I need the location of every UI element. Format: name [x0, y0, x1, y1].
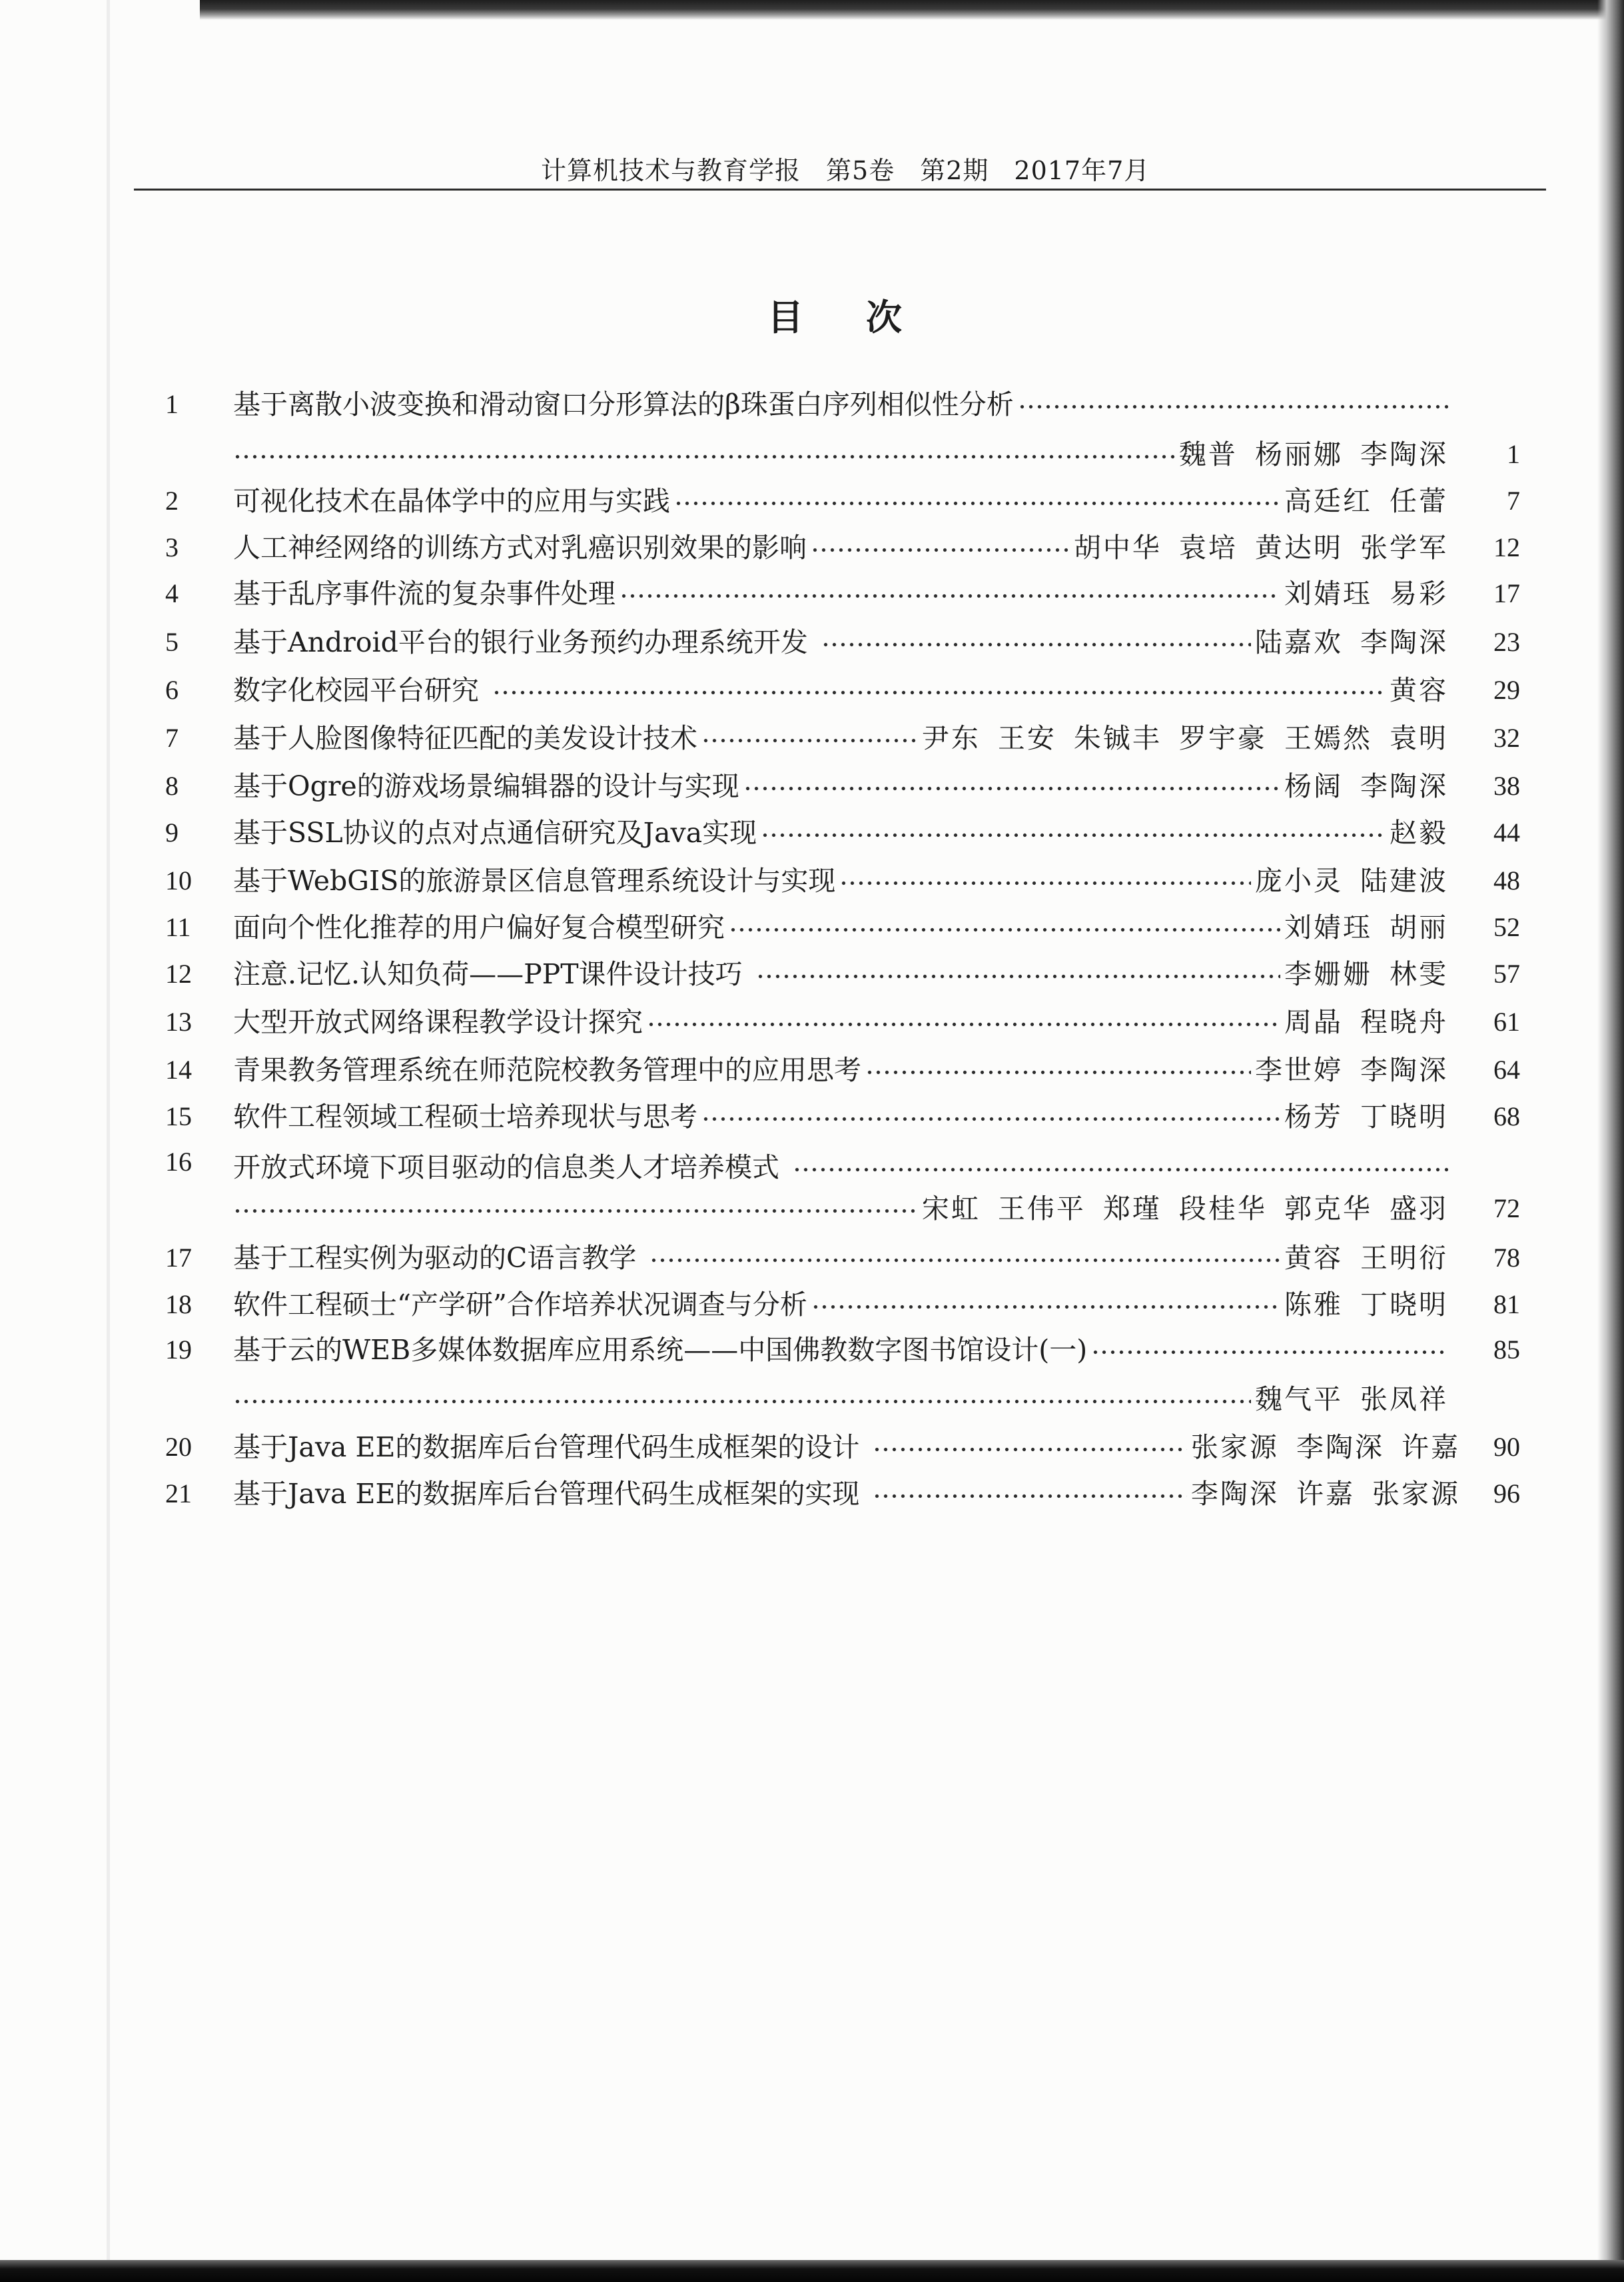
entry-body — [233, 816, 1448, 850]
entry-title: 大型开放式网络课程教学设计探究 — [233, 1006, 643, 1038]
entry-number: 4 — [165, 578, 179, 608]
entry-page: 38 — [1493, 771, 1520, 801]
entry-authors: 赵毅 — [1390, 817, 1448, 849]
entry-body — [233, 1241, 1448, 1275]
entry-body — [233, 1333, 1448, 1367]
entry-number: 1 — [165, 389, 179, 419]
entry-body — [233, 1005, 1448, 1039]
toc-entry-2 — [0, 484, 1624, 518]
publish-date: 2017年7月 — [1014, 156, 1150, 185]
toc-entry-21 — [0, 1476, 1624, 1511]
leader-dots — [233, 437, 1175, 472]
entry-number: 10 — [165, 865, 192, 895]
entry-authors: 黄容 王明衍 — [1284, 1242, 1448, 1274]
toc-entry-9 — [0, 816, 1624, 850]
entry-page: 52 — [1493, 912, 1520, 942]
leader-dots — [811, 530, 1070, 565]
entry-number: 18 — [165, 1289, 192, 1319]
entry-authors: 李姗姗 林雯 — [1284, 958, 1448, 990]
leader-dots — [729, 910, 1280, 945]
leader-dots — [821, 625, 1251, 660]
leader-dots — [233, 1382, 1251, 1417]
volume: 第5卷 — [826, 156, 895, 185]
entry-authors: 胡中华 袁培 黄达明 张学军 — [1073, 532, 1448, 564]
entry-body — [233, 863, 1448, 898]
leader-dots — [839, 863, 1251, 898]
entry-body — [233, 625, 1448, 660]
entry-title: 数字化校园平台研究 — [233, 674, 479, 706]
leader-dots — [756, 957, 1280, 991]
leader-dots — [873, 1430, 1187, 1464]
entry-number: 15 — [165, 1101, 192, 1131]
toc-entry-13 — [0, 1005, 1624, 1039]
entry-title: 基于云的WEB多媒体数据库应用系统——中国佛教数字图书馆设计(一) — [233, 1334, 1088, 1366]
entry-page: 90 — [1493, 1432, 1520, 1462]
entry-title: 基于SSL协议的点对点通信研究及Java实现 — [233, 817, 757, 849]
entry-title: 基于Android平台的银行业务预约办理系统开发 — [233, 626, 808, 658]
entry-body — [233, 769, 1448, 804]
toc-entry-17 — [0, 1241, 1624, 1275]
toc-line — [0, 1147, 1624, 1185]
entry-authors: 李世婷 李陶深 — [1254, 1054, 1448, 1086]
leader-dots — [701, 1099, 1280, 1134]
toc-line-continued — [0, 1382, 1624, 1417]
leader-dots — [743, 769, 1280, 804]
entry-authors: 刘婧珏 胡丽 — [1284, 911, 1448, 943]
entry-body — [233, 387, 1448, 422]
entry-title: 面向个性化推荐的用户偏好复合模型研究 — [233, 911, 725, 943]
entry-title: 人工神经网络的训练方式对乳癌识别效果的影响 — [233, 532, 807, 564]
entry-title: 开放式环境下项目驱动的信息类人才培养模式 — [233, 1151, 779, 1183]
entry-authors: 黄容 — [1390, 674, 1448, 706]
entry-title: 青果教务管理系统在师范院校教务管理中的应用思考 — [233, 1054, 861, 1086]
entry-authors: 陈雅 丁晓明 — [1284, 1289, 1448, 1321]
toc-entry-11 — [0, 910, 1624, 945]
leader-dots — [761, 816, 1386, 850]
entry-body — [233, 437, 1448, 472]
entry-authors: 魏普 杨丽娜 李陶深 — [1178, 438, 1448, 470]
entry-body — [233, 484, 1448, 518]
entry-body — [233, 576, 1448, 611]
toc-entry-5 — [0, 625, 1624, 660]
running-header — [541, 155, 1150, 187]
leader-dots — [649, 1241, 1280, 1275]
entry-page: 78 — [1493, 1243, 1520, 1273]
entry-number: 7 — [165, 723, 179, 753]
leader-dots — [811, 1287, 1280, 1322]
entry-body — [233, 1382, 1448, 1417]
entry-number: 17 — [165, 1243, 192, 1273]
leader-dots — [647, 1005, 1280, 1039]
leader-dots — [873, 1476, 1187, 1511]
entry-body — [233, 1053, 1448, 1087]
entry-number: 8 — [165, 771, 179, 801]
entry-page: 96 — [1493, 1478, 1520, 1508]
scan-edge-bottom — [0, 2260, 1624, 2282]
toc-entry-7 — [0, 721, 1624, 756]
entry-title: 基于人脸图像特征匹配的美发设计技术 — [233, 722, 697, 754]
entry-body — [233, 910, 1448, 945]
entry-body — [233, 673, 1448, 708]
entry-body — [233, 1191, 1448, 1226]
entry-page: 17 — [1493, 578, 1520, 608]
entry-title: 基于工程实例为驱动的C语言教学 — [233, 1242, 637, 1274]
entry-page: 7 — [1507, 486, 1520, 516]
leader-dots — [1018, 387, 1448, 422]
leader-dots — [619, 576, 1280, 611]
entry-page: 68 — [1493, 1101, 1520, 1131]
entry-title: 基于离散小波变换和滑动窗口分形算法的β珠蛋白序列相似性分析 — [233, 388, 1014, 420]
leader-dots — [865, 1053, 1251, 1087]
entry-page: 44 — [1493, 818, 1520, 848]
toc-entry-14 — [0, 1053, 1624, 1087]
leader-dots — [492, 673, 1386, 708]
entry-title: 基于Ogre的游戏场景编辑器的设计与实现 — [233, 770, 739, 802]
entry-title: 软件工程硕士“产学研”合作培养状况调查与分析 — [233, 1289, 807, 1321]
entry-number: 12 — [165, 959, 192, 989]
scan-edge-right — [1597, 0, 1624, 2282]
toc-line-continued — [0, 1191, 1624, 1226]
toc-entry-15 — [0, 1099, 1624, 1134]
entry-body — [233, 530, 1448, 565]
entry-number: 16 — [165, 1147, 192, 1177]
scan-edge-top — [200, 0, 1624, 20]
header-rule — [134, 189, 1546, 191]
leader-dots — [793, 1150, 1448, 1185]
entry-title: 基于Java EE的数据库后台管理代码生成框架的设计 — [233, 1431, 860, 1463]
entry-body — [233, 721, 1448, 756]
entry-authors: 宋虹 王伟平 郑瑾 段桂华 郭克华 盛羽 — [921, 1193, 1448, 1225]
entry-authors: 杨阔 李陶深 — [1284, 770, 1448, 802]
leader-dots — [701, 721, 918, 756]
toc-entry-20 — [0, 1430, 1624, 1464]
entry-number: 19 — [165, 1335, 192, 1365]
entry-authors: 张家源 李陶深 许嘉 — [1190, 1431, 1460, 1463]
entry-title: 基于Java EE的数据库后台管理代码生成框架的实现 — [233, 1478, 860, 1510]
entry-body — [233, 1476, 1460, 1511]
entry-page: 61 — [1493, 1007, 1520, 1037]
entry-body — [233, 1099, 1448, 1134]
toc-title-char-1: 目 — [767, 296, 803, 338]
entry-page: 72 — [1493, 1193, 1520, 1223]
entry-number: 13 — [165, 1007, 192, 1037]
toc-entry-8 — [0, 769, 1624, 804]
entry-page: 81 — [1493, 1289, 1520, 1319]
entry-body — [233, 1150, 1448, 1185]
entry-authors: 魏气平 张凤祥 — [1254, 1383, 1448, 1415]
toc-entry-6 — [0, 673, 1624, 708]
entry-body — [233, 957, 1448, 991]
entry-page: 23 — [1493, 627, 1520, 657]
entry-authors: 高廷红 任蕾 — [1284, 485, 1448, 517]
entry-title: 基于乱序事件流的复杂事件处理 — [233, 578, 615, 610]
toc-line — [0, 1333, 1624, 1367]
entry-page: 85 — [1493, 1335, 1520, 1365]
toc-line-continued — [0, 437, 1624, 472]
entry-number: 5 — [165, 627, 179, 657]
leader-dots — [1091, 1333, 1448, 1367]
entry-page: 32 — [1493, 723, 1520, 753]
entry-page: 64 — [1493, 1055, 1520, 1085]
entry-number: 2 — [165, 486, 179, 516]
entry-title: 注意.记忆.认知负荷——PPT课件设计技巧 — [233, 958, 743, 990]
leader-dots — [233, 1191, 918, 1226]
entry-authors: 庞小灵 陆建波 — [1254, 865, 1448, 897]
entry-title: 软件工程领域工程硕士培养现状与思考 — [233, 1101, 697, 1133]
entry-number: 11 — [165, 912, 191, 942]
entry-title: 基于WebGIS的旅游景区信息管理系统设计与实现 — [233, 865, 836, 897]
entry-authors: 杨芳 丁晓明 — [1284, 1101, 1448, 1133]
issue: 第2期 — [920, 156, 989, 185]
toc-entry-18 — [0, 1287, 1624, 1322]
entry-number: 6 — [165, 675, 179, 705]
toc-line — [0, 387, 1624, 422]
entry-page: 29 — [1493, 675, 1520, 705]
entry-number: 14 — [165, 1055, 192, 1085]
entry-number: 20 — [165, 1432, 192, 1462]
journal-name: 计算机技术与教育学报 — [541, 156, 801, 185]
entry-body — [233, 1287, 1448, 1322]
toc-entry-4 — [0, 576, 1624, 611]
entry-body — [233, 1430, 1460, 1464]
entry-page: 1 — [1507, 439, 1520, 469]
toc-entry-12 — [0, 957, 1624, 991]
entry-authors: 尹东 王安 朱铖丰 罗宇豪 王嫣然 袁明 — [921, 722, 1448, 754]
entry-page: 12 — [1493, 532, 1520, 562]
entry-title: 可视化技术在晶体学中的应用与实践 — [233, 485, 670, 517]
leader-dots — [674, 484, 1280, 518]
toc-entry-3 — [0, 530, 1624, 565]
toc-title-char-2: 次 — [866, 296, 902, 338]
entry-authors: 刘婧珏 易彩 — [1284, 578, 1448, 610]
toc-entry-10 — [0, 863, 1624, 898]
entry-authors: 周晶 程晓舟 — [1284, 1006, 1448, 1038]
entry-page: 48 — [1493, 865, 1520, 895]
entry-number: 3 — [165, 532, 179, 562]
entry-number: 21 — [165, 1478, 192, 1508]
entry-page: 57 — [1493, 959, 1520, 989]
entry-number: 9 — [165, 818, 179, 848]
entry-authors: 李陶深 许嘉 张家源 — [1190, 1478, 1460, 1510]
entry-authors: 陆嘉欢 李陶深 — [1254, 626, 1448, 658]
